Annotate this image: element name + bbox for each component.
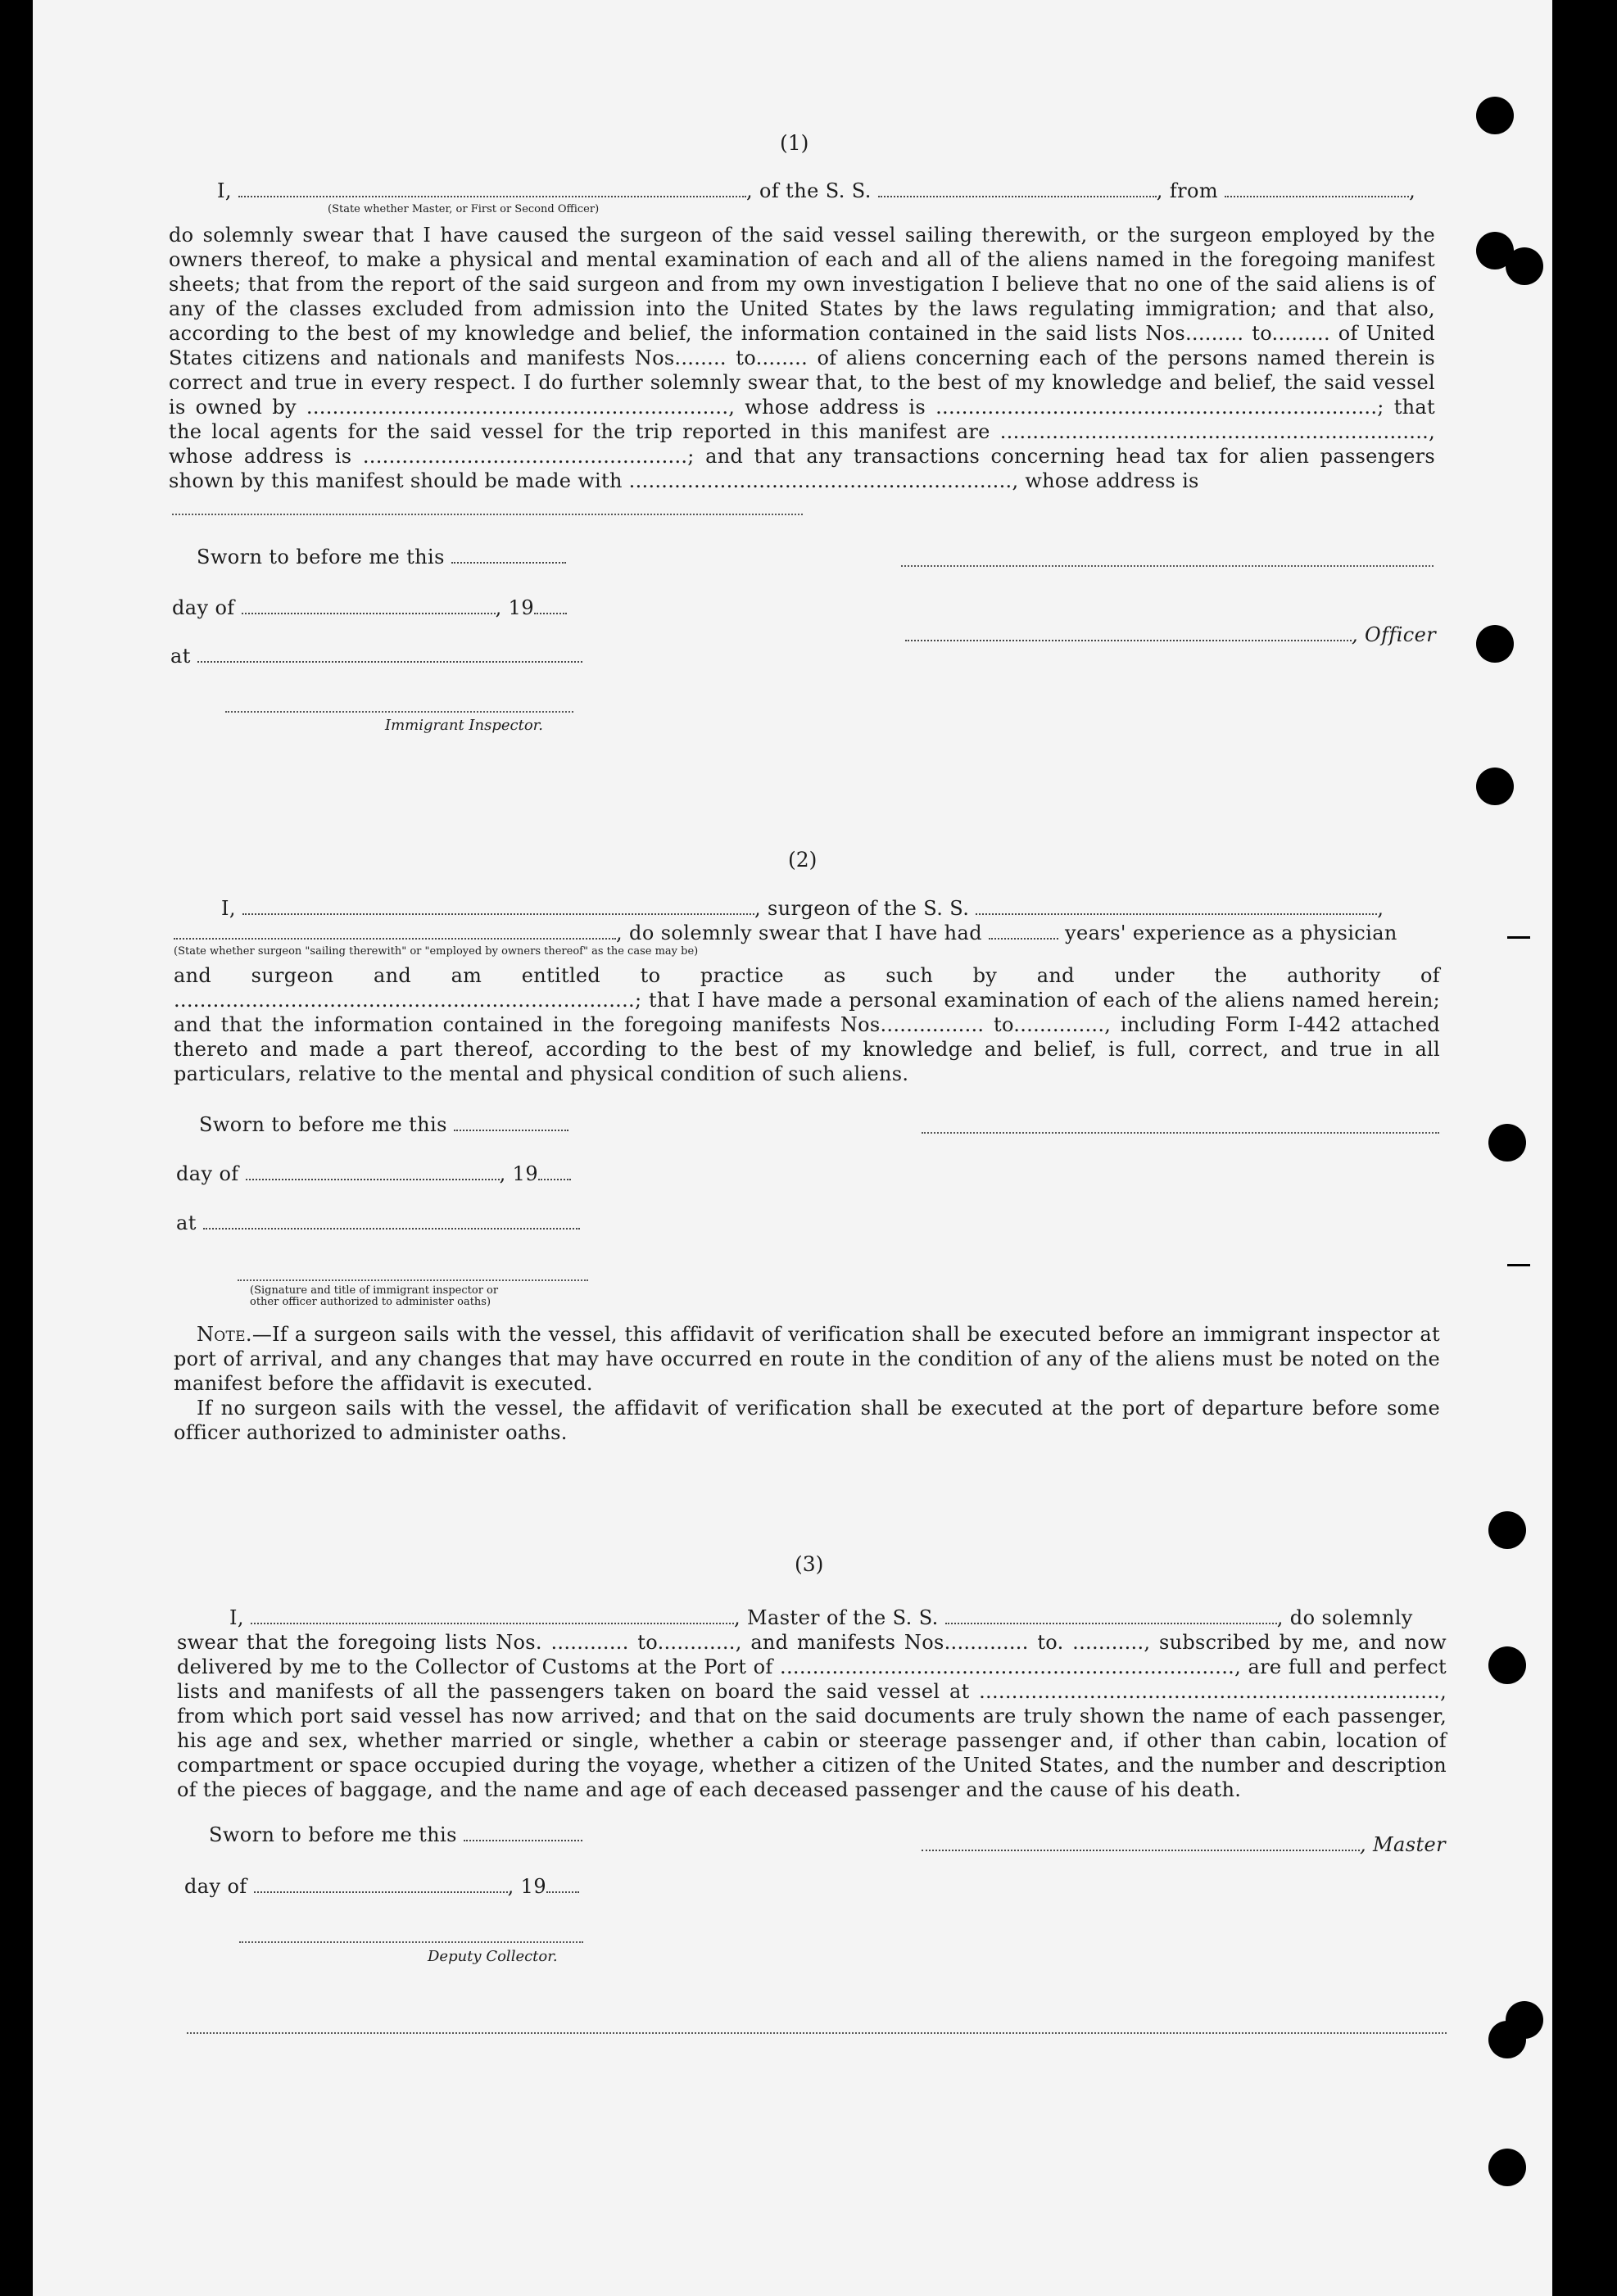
collector-line[interactable] [239, 1941, 583, 1943]
punch-hole [1488, 1124, 1526, 1162]
section-2-text: and surgeon and am entitled to practice as such by and under the authority of .......................................................................; that I have made a personal examination of each of the aliens named herein; and that the information contained in the foregoing manifests Nos................ to.............., including Form I-442 attached thereto and made a part thereof, according to the best of my knowledge and belief, is full, correct, and true in all particulars, relative to the mental and physical condition of such aliens. [174, 964, 1440, 1085]
blank-field[interactable] [197, 661, 582, 663]
blank-field[interactable] [254, 1891, 508, 1893]
day-line [184, 1874, 579, 1899]
text: , Master [1360, 1833, 1446, 1856]
edge-mark [1507, 1264, 1530, 1266]
text: , Master of the S. S. [733, 1606, 939, 1629]
blank-field[interactable] [989, 938, 1058, 940]
blank-field[interactable] [878, 196, 1157, 197]
blank-field[interactable] [905, 640, 1352, 641]
text: I, [217, 179, 232, 202]
sworn-line [197, 545, 566, 569]
text: Sworn to before me this [209, 1823, 457, 1846]
blank-field[interactable] [534, 613, 567, 614]
punch-hole [1476, 625, 1514, 663]
master-line [922, 1832, 1446, 1857]
note-label: Note. [197, 1323, 252, 1346]
blank-field[interactable] [922, 1850, 1360, 1851]
section-2-number: (2) [788, 848, 818, 872]
at-line [170, 644, 582, 668]
text: day of [176, 1162, 239, 1185]
note-text: —If a surgeon sails with the vessel, this affidavit of verification shall be executed before an immigrant inspector at port of arrival, and any changes that may have occurred en route in the condition of any of the aliens must be noted on the manifest before the affidavit is executed. [174, 1323, 1440, 1395]
text: , surgeon of the S. S. [754, 897, 970, 920]
blank-field[interactable] [546, 1891, 579, 1893]
text: day of [172, 596, 235, 619]
signature-line[interactable] [238, 1279, 588, 1281]
note-paragraph [174, 1322, 1440, 1396]
text: day of [184, 1875, 247, 1898]
blank-field[interactable] [451, 562, 566, 564]
bottom-rule [187, 2032, 1447, 2034]
section-3-text: swear that the foregoing lists Nos. ............ to............, and manifests Nos............. to. ..........., subscribed by me, and now delivered by me to the Collector of Customs at the Port of ......................................................................, are full and perfect lists and manifests of all the passengers taken on board the said vessel at ......................................................................., from which port said vessel has now arrived; and that on the said documents are truly shown the name of each passenger, his age and sex, whether married or single, whether a cabin or steerage passenger and, if other than cabin, location of compartment or space occupied during the voyage, whether a citizen of the United States, and the number and description of the pieces of baggage, and the name and age of each deceased passenger and the cause of his death. [177, 1631, 1447, 1801]
text: at [176, 1211, 197, 1234]
signature-line[interactable] [922, 1132, 1439, 1134]
blank-field[interactable] [242, 613, 496, 614]
day-line [172, 596, 567, 620]
officer-line [905, 623, 1436, 647]
text: I, [221, 897, 236, 920]
signature-line[interactable] [901, 565, 1434, 567]
text: , from [1156, 179, 1219, 202]
section-2-note-block [174, 1322, 1440, 1445]
sworn-line [199, 1112, 568, 1137]
text: , Officer [1352, 623, 1437, 646]
punch-hole [1488, 1511, 1526, 1549]
signature-note-2: other officer authorized to administer oaths) [250, 1296, 491, 1308]
punch-hole [1506, 247, 1543, 285]
blank-field[interactable] [538, 1179, 571, 1180]
blank-field[interactable] [454, 1130, 568, 1131]
text: , 19 [507, 1875, 547, 1898]
at-line [176, 1211, 580, 1235]
text: , of the S. S. [745, 179, 872, 202]
punch-hole [1488, 2021, 1526, 2058]
blank-field[interactable] [251, 1623, 734, 1624]
blank-field[interactable] [1225, 196, 1409, 197]
punch-hole [1488, 1646, 1526, 1684]
signature-note-1: (Signature and title of immigrant inspector or [250, 1284, 499, 1297]
inspector-label: Immigrant Inspector. [385, 717, 544, 734]
section-1-note: (State whether Master, or First or Second Officer) [328, 203, 600, 215]
note-paragraph-2: If no surgeon sails with the vessel, the affidavit of verification shall be executed at the port of departure before some officer authorized to administer oaths. [174, 1397, 1440, 1444]
collector-label: Deputy Collector. [428, 1948, 558, 1965]
blank-line[interactable] [172, 514, 803, 515]
section-1-text: do solemnly swear that I have caused the surgeon of the said vessel sailing therewith, or the surgeon employed by the owners thereof, to make a physical and mental examination of each and all of the aliens named in the foregoing manifest sheets; that from the report of the said surgeon and from my own investigation I believe that no one of the said aliens is of any of the classes excluded from admission into the United States by the laws regulating immigration; and that also, according to the best of my knowledge and belief, the information contained in the said lists Nos......... to......... of United States citizens and nationals and manifests Nos........ to........ of aliens concerning each of the persons named therein is correct and true in every respect. I do further solemnly swear that, to the best of my knowledge and belief, the said vessel is owned by ................................................................., whose address is ....................................................................; that the local agents for the said vessel for the trip reported in this manifest are .................................................................., whose address is ..................................................; and that any transactions concerning head tax for alien passengers shown by this manifest should be made with ..........................................................., whose address is [169, 224, 1435, 492]
section-3-number: (3) [795, 1552, 824, 1576]
blank-field[interactable] [242, 913, 754, 915]
section-2-note: (State whether surgeon "sailing therewith" or "employed by owners thereof" as the case may be) [174, 945, 699, 958]
text: Sworn to before me this [197, 546, 445, 568]
text: , 19 [499, 1162, 539, 1185]
blank-field[interactable] [976, 913, 1377, 915]
blank-field[interactable] [464, 1840, 582, 1841]
section-2-body [174, 963, 1440, 1086]
text: I, [229, 1606, 244, 1629]
text: , 19 [495, 596, 535, 619]
blank-field[interactable] [246, 1179, 500, 1180]
day-line [176, 1162, 571, 1186]
text: years' experience as a physician [1065, 922, 1397, 944]
punch-hole [1476, 768, 1514, 805]
text: , [1409, 179, 1416, 202]
section-1-number: (1) [780, 131, 809, 155]
blank-field[interactable] [238, 196, 746, 197]
text: at [170, 645, 191, 668]
blank-field[interactable] [945, 1623, 1277, 1624]
text: , do solemnly swear that I have had [616, 922, 982, 944]
section-2-line-2 [174, 921, 1397, 945]
section-2-line-1 [221, 896, 1384, 921]
text: Sworn to before me this [199, 1113, 447, 1136]
inspector-line[interactable] [225, 711, 573, 713]
punch-hole [1488, 2149, 1526, 2186]
blank-field[interactable] [203, 1228, 580, 1230]
punch-hole [1476, 97, 1514, 134]
blank-field[interactable] [174, 938, 616, 940]
section-3-line-1 [229, 1605, 1413, 1630]
edge-mark [1507, 936, 1530, 939]
text: , do solemnly [1276, 1606, 1413, 1629]
section-3-body [177, 1630, 1447, 1802]
section-1-body [169, 223, 1435, 493]
text: , [1377, 897, 1384, 920]
section-1-line-1 [217, 179, 1415, 203]
sworn-line [209, 1823, 582, 1847]
